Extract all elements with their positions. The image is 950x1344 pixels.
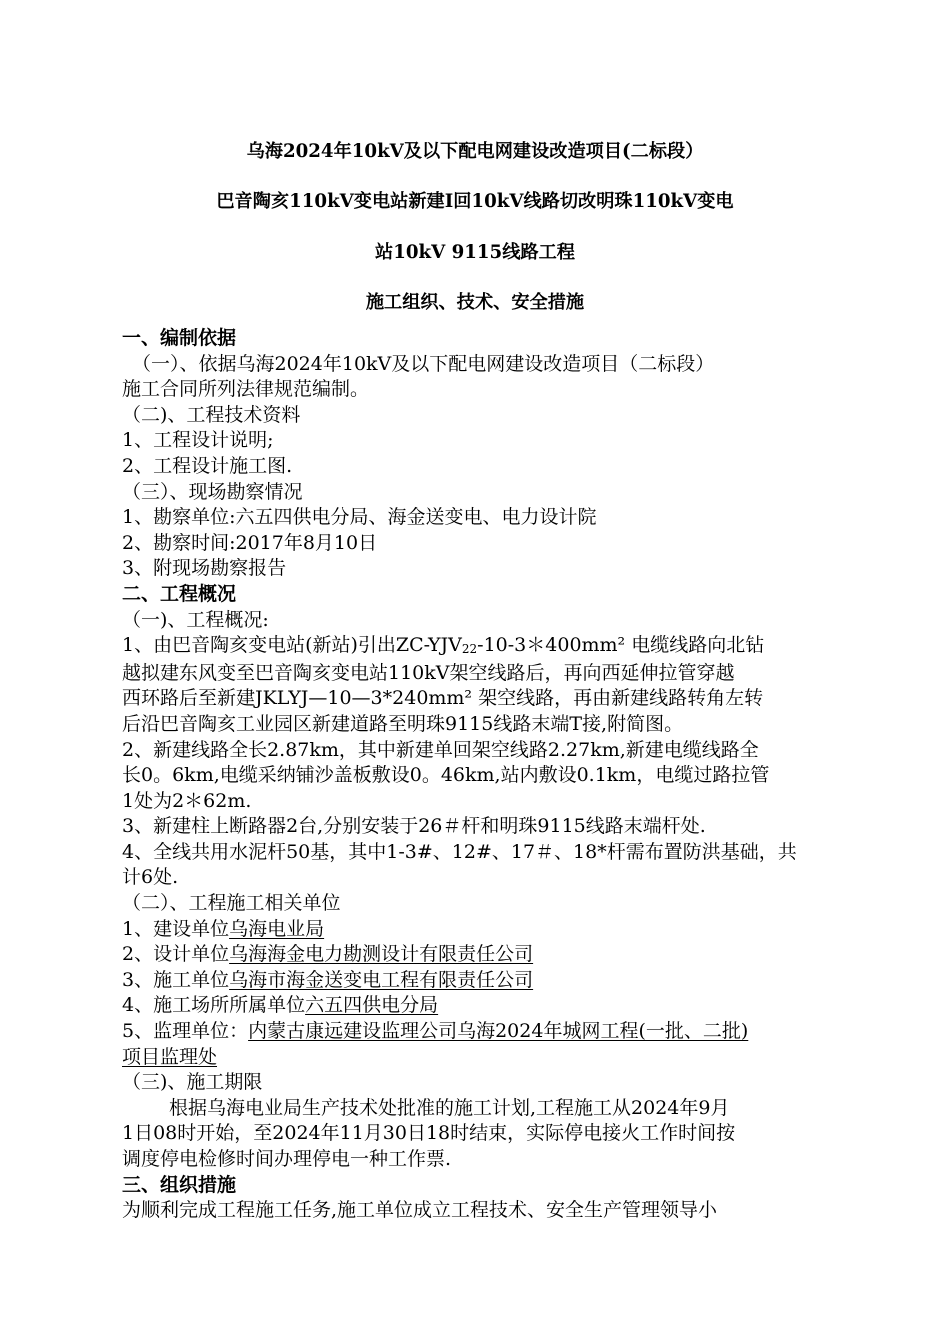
subheading: （二）、工程施工相关单位 xyxy=(122,892,341,915)
paragraph xyxy=(122,633,834,661)
title-line-3: 站10kV 9115线路工程 xyxy=(375,242,575,263)
list-item: 2、工程设计施工图. xyxy=(122,454,293,477)
unit-label: 1、建设单位 xyxy=(122,917,230,940)
unit-item xyxy=(122,917,834,943)
unit-label: 3、施工单位 xyxy=(122,968,230,991)
document-body xyxy=(122,326,834,1224)
text: 1、由巴音陶亥变电站(新站)引出ZC-YJV xyxy=(122,634,462,657)
paragraph: 施工合同所列法律规范编制。 xyxy=(122,378,370,401)
paragraph: 越拟建东风变至巴音陶亥变电站110kV架空线路后，再向西延伸拉管穿越 xyxy=(122,661,735,684)
paragraph: 根据乌海电业局生产技术处批准的施工计划,工程施工从2024年9月 xyxy=(169,1096,730,1119)
list-item: 1、勘察单位:六五四供电分局、海金送变电、电力设计院 xyxy=(122,506,597,529)
unit-value: 乌海电业局 xyxy=(229,917,325,940)
paragraph: 1处为2＊62m. xyxy=(122,789,252,812)
title-line-1: 乌海2024年10kV及以下配电网建设改造项目(二标段） xyxy=(246,141,704,162)
paragraph: （一）、依据乌海2024年10kV及以下配电网建设改造项目（二标段） xyxy=(132,352,715,375)
paragraph: 计6处. xyxy=(122,866,179,889)
list-item: 3、附现场勘察报告 xyxy=(122,557,287,580)
subheading: （一)、工程概况: xyxy=(122,608,269,631)
paragraph: 调度停电检修时间办理停电一种工作票. xyxy=(122,1148,452,1170)
unit-item xyxy=(122,993,834,1019)
unit-value: 乌海海金电力勘测设计有限责任公司 xyxy=(229,943,534,966)
paragraph: 4、全线共用水泥杆50基，其中1-3#、12#、17＃、18*杆需布置防洪基础，共 xyxy=(122,840,797,863)
title-line-4: 施工组织、技术、安全措施 xyxy=(365,292,585,313)
list-item: 2、勘察时间:2017年8月10日 xyxy=(122,531,378,554)
paragraph: 1日08时开始，至2024年11月30日18时结束，实际停电接火工作时间按 xyxy=(122,1122,736,1145)
title-line-2: 巴音陶亥110kV变电站新建Ⅰ回10kV线路切改明珠110kV变电 xyxy=(216,191,734,212)
unit-item xyxy=(122,968,834,994)
section-heading-3: 三、组织措施 xyxy=(122,1173,237,1196)
unit-item xyxy=(122,1019,834,1045)
unit-value: 内蒙古康远建设监理公司乌海2024年城网工程(一批、二批) xyxy=(248,1020,749,1043)
unit-item-continued xyxy=(122,1045,834,1071)
subheading: （三）、现场勘察情况 xyxy=(122,480,303,503)
unit-item xyxy=(122,942,834,968)
subscript: 22 xyxy=(461,642,478,657)
paragraph: 3、新建柱上断路器2台,分别安装于26＃杆和明珠9115线路末端杆处. xyxy=(122,815,706,838)
unit-value: 乌海市海金送变电工程有限责任公司 xyxy=(229,968,534,991)
paragraph: 2、新建线路全长2.87km，其中新建单回架空线路2.27km,新建电缆线路全 xyxy=(122,738,759,761)
unit-label: 2、设计单位 xyxy=(122,943,230,966)
subheading: （二)、工程技术资料 xyxy=(122,403,301,426)
list-item: 1、工程设计说明; xyxy=(122,429,274,452)
paragraph: 后沿巴音陶亥工业园区新建道路至明珠9115线路末端T接,附简图。 xyxy=(122,712,684,735)
section-heading-2: 二、工程概况 xyxy=(122,582,237,605)
paragraph: 西环路后至新建JKLYJ—10—3*240mm² 架空线路，再由新建线路转角左转 xyxy=(122,687,764,710)
unit-value: 项目监理处 xyxy=(122,1045,218,1068)
paragraph: 为顺利完成工程施工任务,施工单位成立工程技术、安全生产管理领导小 xyxy=(122,1199,718,1222)
paragraph: 长0。6km,电缆采纳铺沙盖板敷设0。46km,站内敷设0.1km，电缆过路拉管 xyxy=(122,764,770,787)
subheading: （三)、施工期限 xyxy=(122,1071,263,1094)
unit-label: 5、监理单位： xyxy=(122,1020,249,1043)
unit-value: 六五四供电分局 xyxy=(305,994,439,1017)
unit-label: 4、施工场所所属单位 xyxy=(122,994,306,1017)
text: -10-3＊400mm² 电缆线路向北钻 xyxy=(477,634,765,657)
section-heading-1: 一、编制依据 xyxy=(122,327,237,349)
